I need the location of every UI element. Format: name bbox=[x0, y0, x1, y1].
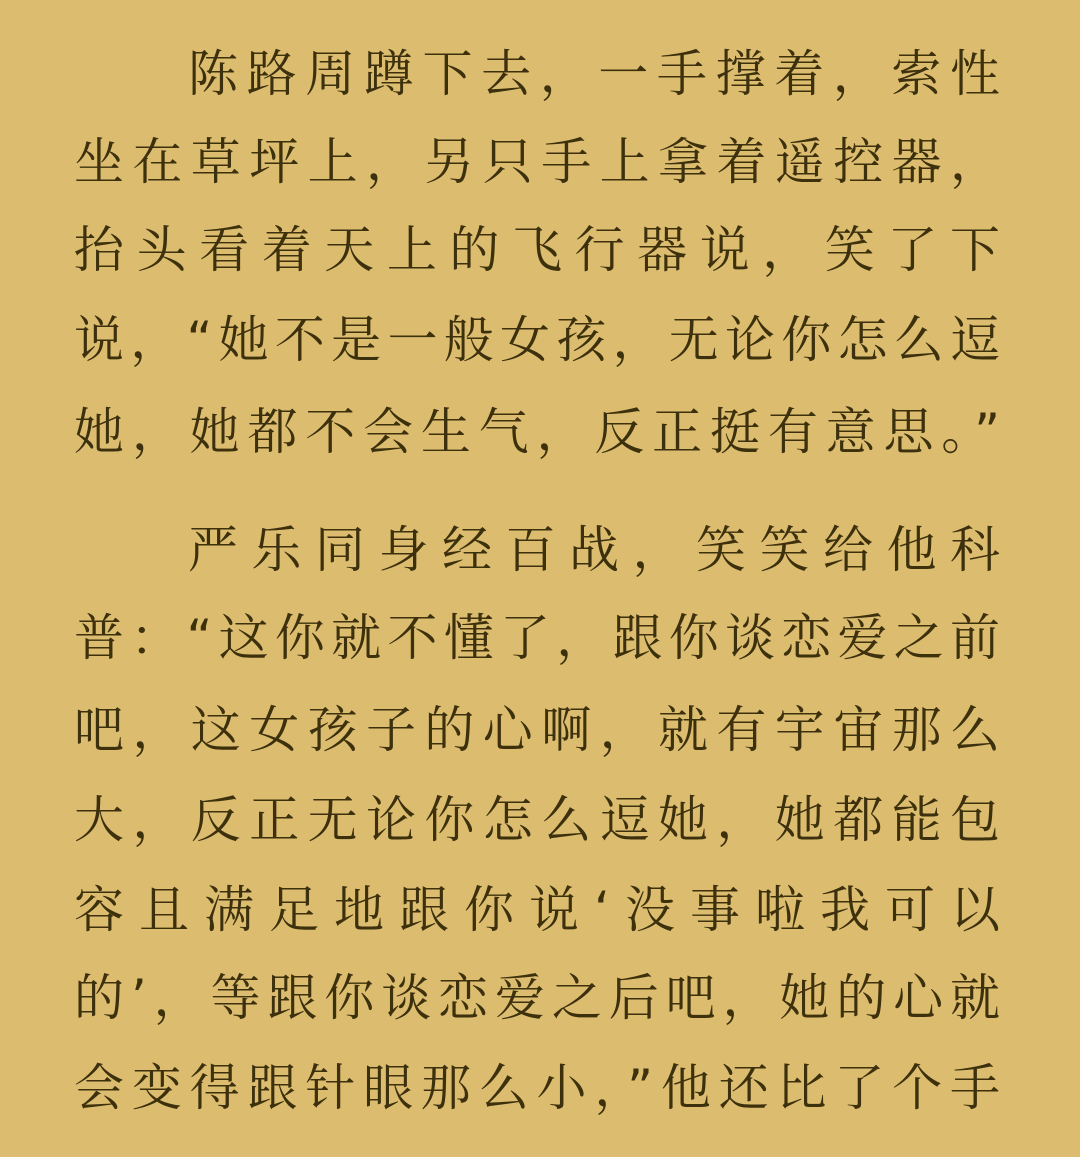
text-line: 陈路周蹲下去，一手撑着，索性 bbox=[188, 45, 1000, 103]
text-line: 的’，等跟你谈恋爱之后吧，她的心就 bbox=[74, 969, 1000, 1027]
text-line: 严乐同身经百战，笑笑给他科 bbox=[188, 521, 1000, 579]
text-line: 抬头看着天上的飞行器说，笑了下 bbox=[74, 221, 1000, 279]
text-line: 她，她都不会生气，反正挺有意思。” bbox=[74, 403, 1000, 461]
text-line: 说，“她不是一般女孩，无论你怎么逗 bbox=[74, 311, 1000, 369]
text-line: 容且满足地跟你说‘没事啦我可以 bbox=[74, 881, 1000, 939]
text-line: 大，反正无论你怎么逗她，她都能包 bbox=[74, 791, 1000, 849]
text-line: 普：“这你就不懂了，跟你谈恋爱之前 bbox=[74, 609, 1000, 667]
text-line: 坐在草坪上，另只手上拿着遥控器， bbox=[74, 133, 1000, 191]
text-line: 吧，这女孩子的心啊，就有宇宙那么 bbox=[74, 701, 1000, 759]
text-line: 会变得跟针眼那么小，”他还比了个手 bbox=[74, 1059, 1000, 1117]
